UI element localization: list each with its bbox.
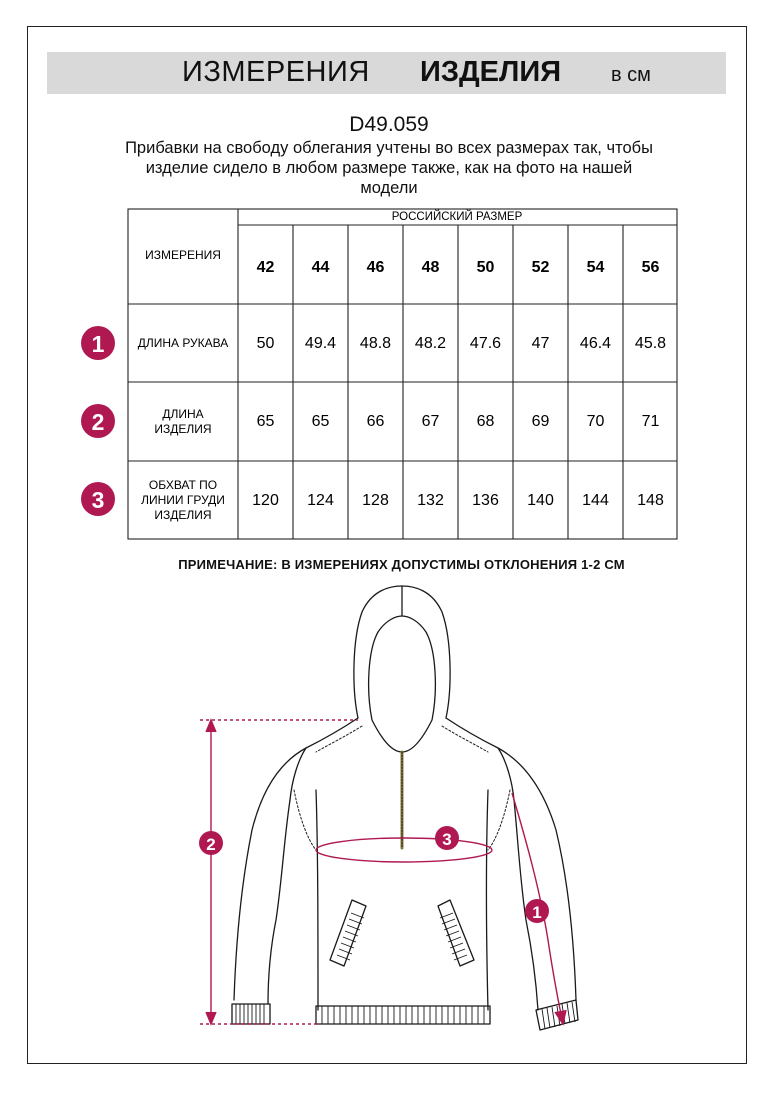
row-label-length: ДЛИНА: [162, 407, 204, 421]
description-line: модели: [360, 179, 418, 197]
row-label-chest: ОБХВАТ ПО: [148, 478, 218, 492]
cell: 45.8: [634, 335, 667, 352]
cell: 49.4: [304, 335, 337, 352]
header-title-bold: ИЗДЕЛИЯ: [420, 56, 562, 88]
svg-text:1: 1: [91, 331, 105, 357]
row-marker-2: [81, 404, 115, 438]
size-42: 42: [256, 259, 275, 276]
cell: 50: [256, 335, 275, 352]
cell: 68: [476, 413, 495, 430]
size-52: 52: [531, 259, 550, 276]
row-label-length: ИЗДЕЛИЯ: [154, 422, 212, 436]
table-row: [257, 335, 667, 352]
cell: 140: [527, 492, 554, 509]
cell: 48.2: [414, 335, 447, 352]
cell: 46.4: [579, 335, 612, 352]
cell: 132: [417, 492, 444, 509]
cell: 124: [307, 492, 334, 509]
hoodie-sketch: [232, 586, 578, 1030]
svg-text:2: 2: [91, 409, 105, 435]
sketch-marker-1: [525, 899, 549, 923]
cell: 69: [531, 413, 550, 430]
cell: 66: [366, 413, 385, 430]
sketch-marker-3: [435, 826, 459, 850]
sketch-marker-2: [199, 831, 223, 855]
svg-text:3: 3: [91, 487, 105, 513]
row-marker-1: [81, 326, 115, 360]
svg-text:1: 1: [532, 903, 542, 922]
size-46: 46: [366, 259, 385, 276]
cell: 136: [472, 492, 499, 509]
corner-label: ИЗМЕРЕНИЯ: [145, 248, 221, 262]
group-header: РОССИЙСКИЙ РАЗМЕР: [391, 211, 523, 223]
cell: 65: [256, 413, 275, 430]
cell: 70: [586, 413, 605, 430]
size-48: 48: [421, 259, 440, 276]
row-marker-3: [81, 482, 115, 516]
cell: 120: [252, 492, 279, 509]
size-50: 50: [476, 259, 495, 276]
header-title-light: ИЗМЕРЕНИЯ: [182, 56, 370, 88]
cell: 47: [531, 335, 550, 352]
row-label-chest: ИЗДЕЛИЯ: [154, 508, 212, 522]
row-label-sleeve: ДЛИНА РУКАВА: [137, 336, 229, 350]
cell: 71: [641, 413, 660, 430]
size-54: 54: [586, 259, 605, 276]
cell: 65: [311, 413, 330, 430]
size-44: 44: [311, 259, 330, 276]
rib-hatching: [236, 913, 575, 1029]
article-number: D49.059: [349, 113, 429, 136]
measure-lines: [200, 720, 566, 1024]
cell: 47.6: [469, 335, 502, 352]
cell: 128: [362, 492, 389, 509]
description-line: изделие сидело в любом размере также, как на фото на нашей: [145, 159, 633, 177]
svg-text:3: 3: [442, 830, 452, 849]
svg-text:2: 2: [206, 835, 216, 854]
remark: ПРИМЕЧАНИЕ: В ИЗМЕРЕНИЯХ ДОПУСТИМЫ ОТКЛОНЕНИЯ 1-2 СМ: [178, 557, 625, 572]
description-line: Прибавки на свободу облегания учтены во всех размерах так, чтобы: [125, 139, 653, 157]
cell: 148: [637, 492, 664, 509]
header-unit: в см: [611, 64, 651, 86]
cell: 144: [582, 492, 609, 509]
size-56: 56: [641, 259, 660, 276]
cell: 67: [421, 413, 440, 430]
cell: 48.8: [359, 335, 392, 352]
row-label-chest: ЛИНИИ ГРУДИ: [141, 493, 225, 507]
